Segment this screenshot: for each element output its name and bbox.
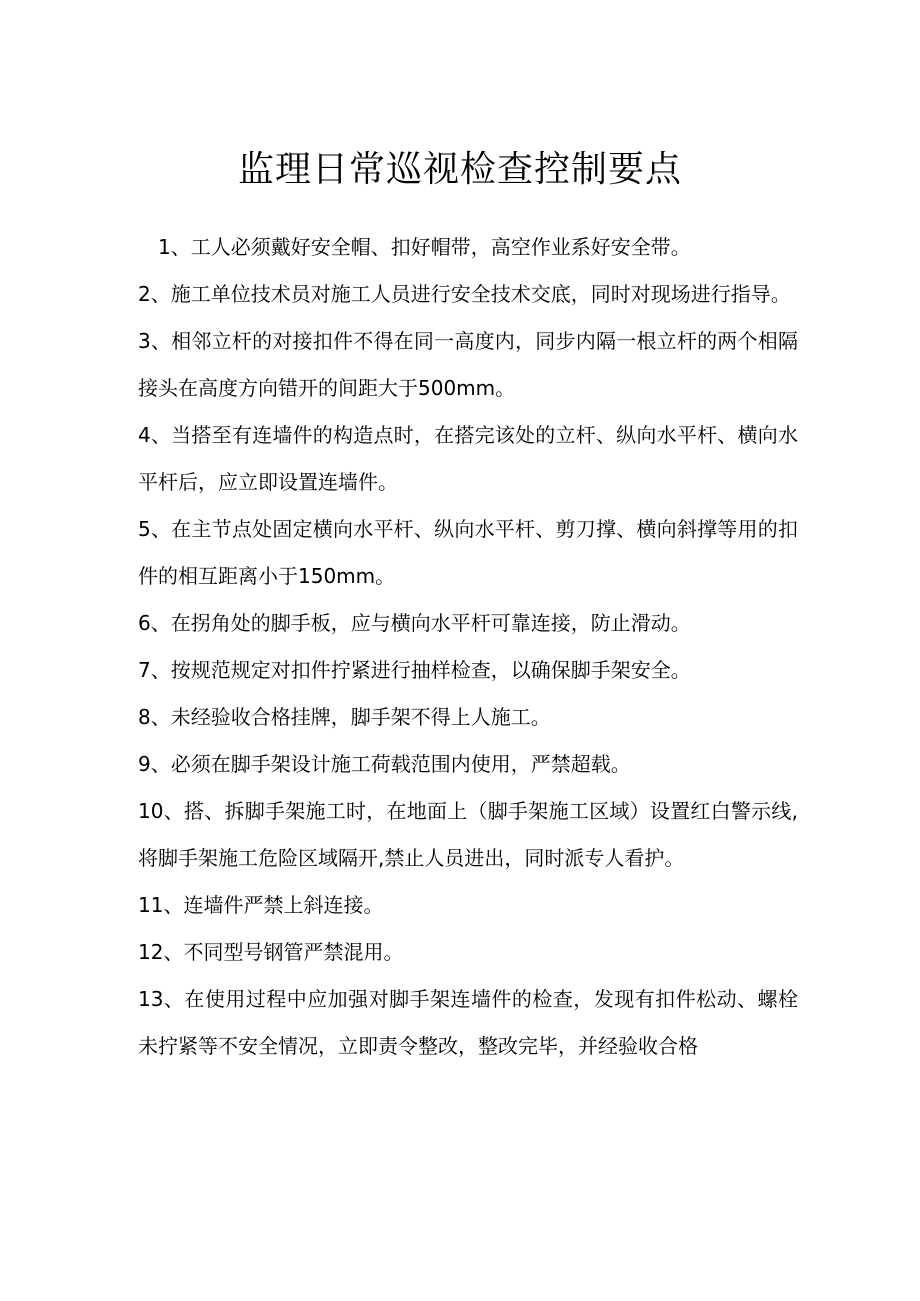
list-item: 7、按规范规定对扣件拧紧进行抽样检查，以确保脚手架安全。: [138, 658, 691, 682]
list-item: 2、施工单位技术员对施工人员进行安全技术交底，同时对现场进行指导。: [138, 282, 791, 306]
list-item: 4、当搭至有连墙件的构造点时，在搭完该处的立杆、纵向水平杆、横向水平杆后，应立即设置连墙件。: [138, 423, 798, 494]
list-item: 12、不同型号钢管严禁混用。: [138, 940, 404, 964]
inspection-points-list: [138, 224, 798, 1070]
list-item: 8、未经验收合格挂牌，脚手架不得上人施工。: [138, 705, 551, 729]
list-item: 1、工人必须戴好安全帽、扣好帽带，高空作业系好安全带。: [158, 235, 691, 259]
list-item: 13、在使用过程中应加强对脚手架连墙件的检查，发现有扣件松动、螺栓未拧紧等不安全情况，立即责令整改，整改完毕，并经验收合格: [138, 987, 798, 1058]
list-item: 10、搭、拆脚手架施工时，在地面上（脚手架施工区域）设置红白警示线,将脚手架施工危险区域隔开,禁止人员进出，同时派专人看护。: [138, 799, 798, 870]
list-item: 3、相邻立杆的对接扣件不得在同一高度内，同步内隔一根立杆的两个相隔接头在高度方向错开的间距大于500mm。: [138, 329, 798, 400]
list-item: 11、连墙件严禁上斜连接。: [138, 893, 384, 917]
list-item: 6、在拐角处的脚手板，应与横向水平杆可靠连接，防止滑动。: [138, 611, 691, 635]
list-item: 5、在主节点处固定横向水平杆、纵向水平杆、剪刀撑、横向斜撑等用的扣件的相互距离小于150mm。: [138, 517, 798, 588]
list-item: 9、必须在脚手架设计施工荷载范围内使用，严禁超载。: [138, 752, 631, 776]
document-title: 监理日常巡视检查控制要点: [237, 149, 682, 190]
